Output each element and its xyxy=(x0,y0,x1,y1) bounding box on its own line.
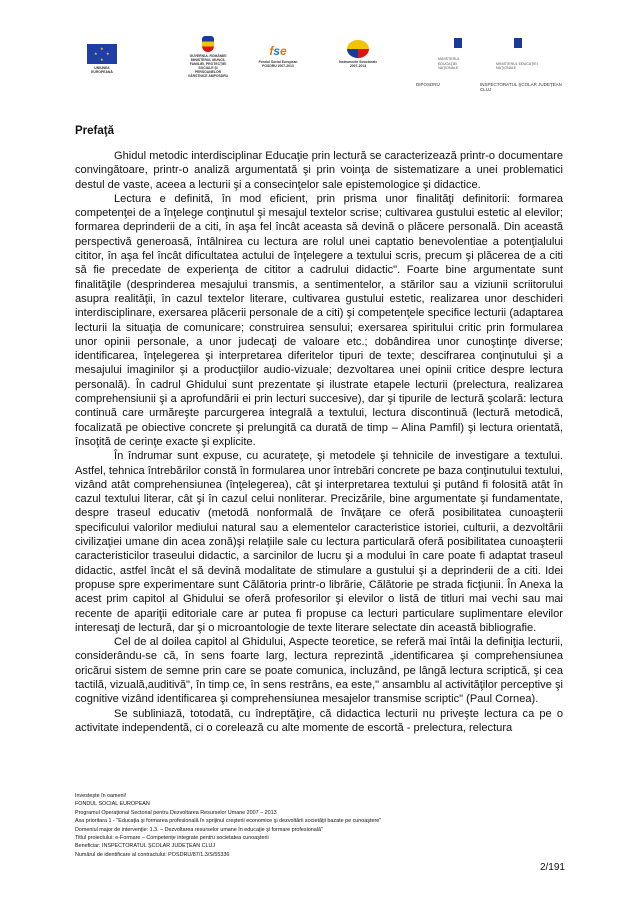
fse-logo xyxy=(254,44,302,68)
footer-line: Titlul proiectului: e-Formare – Competenţe integrate pentru societatea cunoaşterii xyxy=(75,835,269,842)
gov-caption: GUVERNUL ROMÂNIEI MINISTERUL MUNCII, FAMILIEI, PROTECŢIEI SOCIALE ŞI PERSOANELOR VÂRSTNICE AMPOSDRU xyxy=(187,54,229,78)
ministry-logo-1 xyxy=(438,38,478,74)
footer-line: Domeniul major de intervenţie: 1.3. – Dezvoltarea resurselor umane în educaţie şi formare profesională" xyxy=(75,826,323,833)
ministry-logo-2 xyxy=(496,38,540,74)
header-logos xyxy=(86,36,566,98)
footer-line: Programul Operaţional Sectorial pentru Dezvoltarea Resurselor Umane 2007 – 2013 xyxy=(75,809,277,816)
romania-crest-icon xyxy=(202,36,214,52)
fse-mark-icon: fse xyxy=(269,44,287,58)
paragraph: În îndrumar sunt expuse, cu acurateţe, şi metodele şi tehnicile de investigare a textului. Astfel, tehnica întrebărilor constă în formularea unor întrebări concrete pe baza conţinutului textului, vizând atât comprehensiunea (înţelegerea), cât şi interpretarea textului şi putând fi folosită atât în cazul textului literar, cât şi în cazul celui nonliterar. Precizările, bine argumentate şi fundamentate, despre traseul educativ (metodă nonformală de învăţare ce oferă posibilitatea cunoaşterii specificului valorilor mediului natural sau a elementelor caracteristice istoriei, culturii, a dezvoltării civilizaţiei umane din acea zonă)şi relaţiile sale cu lectura particulară oferă posibilitatea cunoaşterii caracteristicilor traseului didactic, a sarcinilor de lucru şi a modului în care poate fi adaptat traseul didactic, astfel încât el să devină modalitate de stimulare a gustului şi a deprinderii de a citi. Idei propuse spre experimentare sunt Călătoria printr-o librărie, Călătorie pe strada ficţiunii. În Anexa la acest prim capitol al Ghidului se oferă profesorilor şi elevilor o listă de titluri mai vechi sau mai recente de apariţii editoriale care ar putea fi propuse ca lecturi particulare suplimentare elevilor interesaţi de lectură, dar şi o microantologie de texte literare selectate din această bibliografie. xyxy=(75,450,563,634)
ministry-caption-1: MINISTERUL EDUCAŢIEI NAŢIONALE xyxy=(438,57,460,70)
instrumente-star-icon xyxy=(347,40,369,58)
footer-line: FONDUL SOCIAL EUROPEAN xyxy=(75,801,150,808)
eu-logo xyxy=(86,44,118,74)
footer-line: Beneficiar: INSPECTORATUL ŞCOLAR JUDEŢEAN CLUJ xyxy=(75,843,216,850)
fse-caption: Fondul Social European POSDRU 2007-2013 xyxy=(258,60,298,68)
document-body xyxy=(75,149,563,735)
ministry-emblem-icon xyxy=(514,38,522,48)
paragraph: Lectura e definită, în mod eficient, prin prisma unor finalităţi definitorii: formarea competenţei de a înţelege conţinutul şi mesajul textelor scrise; cultivarea gustului estetic al elevilor; formarea deprinderii de a citi, în aşa fel încât aceasta să devină o plăcere personală. Din această perspectivă generoasă, întâlnirea cu lectura are rolul unei captatio benevolentiae a potenţialului cititor, în aşa fel încât dificultatea actului de înţelegere a textului scris, precum şi plăcerea de a citi să fie precedate de experienţa de cititor a cadrului didactic". Foarte bine argumentate sunt finalităţile (desprinderea mesajului transmis, a sentimentelor, a stărilor sau a viziunii scriitorului asupra realităţii, în cazul textelor literare, cultivarea gustului estetic, realizarea unor deschideri interdisciplinare, exersarea plăcerii personale de a citi) şi competenţele specifice lecturii (adaptarea lecturii la situaţia de comunicare; construirea sensului; exersarea spiritului critic prin formularea unor opinii personale, a unor judecaţi de valoare etc.; dobândirea unor cunoştinţe diverse; identificarea, înţelegerea şi interpretarea diferitelor tipuri de texte; descifrarea conţinutului şi a mesajului imaginilor şi a producţiilor audio-vizuale; dezvoltarea unei opinii critice despre lectura personală). În cadrul Ghidului sunt prezentate şi ilustrate etapele lecturii (prelectura, realizarea comprehensiunii şi a aprofundării ei prin lecturi succesive), dar şi tipurile de lectură şcolară: lectura continuă care urmăreşte parcurgerea integrală a textului, lectura discontinuă (lectură metodică, focalizată pe obiective concrete şi prelungită ca durată de timp – Alina Pamfil) şi lectura orientată, însoţită de cerinţe exacte şi explicite. xyxy=(75,192,563,448)
ministry-emblem-icon xyxy=(454,38,462,48)
footer-line: Numărul de identificare al contractului: POSDRU/87/1.3/S/55336 xyxy=(75,851,230,858)
page-title: Prefaţă xyxy=(75,125,114,137)
paragraph: Ghidul metodic interdisciplinar Educaţie prin lectură se caracterizează printr-o documentare convingătoare, printr-o analiză argumentată şi prin voinţa de sistematizare a unei problematici destul de vaste, aceea a lecturii şi a consecinţelor sale epistemologice şi didactice. xyxy=(75,150,563,191)
gov-logo xyxy=(186,36,230,78)
page-number: 2/191 xyxy=(539,862,565,873)
instrumente-caption: Instrumente Structurale 2007-2013 xyxy=(338,60,378,68)
footer-line: Axa prioritara 1 - "Educaţia şi formarea profesională în sprijinul creşterii economice şi dezvoltării societăţii bazate pe cunoaştere" xyxy=(75,818,382,825)
diposdru-label: DIPOSDRU xyxy=(416,82,440,87)
eu-flag-icon: ★ ★ ★ ★ xyxy=(87,44,117,64)
eu-caption: UNIUNEA EUROPEANĂ xyxy=(91,66,113,74)
isj-cluj-label: INSPECTORATUL ŞCOLAR JUDEŢEAN CLUJ xyxy=(480,82,562,92)
ministry-caption-2: MINISTERUL EDUCAŢIEI NAŢIONALE xyxy=(496,61,538,70)
paragraph: Cel de al doilea capitol al Ghidului, Aspecte teoretice, se referă mai întâi la definiţia lecturii, considerându-se că, în sens foarte larg, lectura reprezintă „identificarea şi comprehensiunea oricărui sistem de semne prin care se poate comunica, incluzând, pe lângă lectura scriptică, şi cea tactilă, vizuală,auditivă", în timp ce, în sens restrâns, ea este," ansamblu al activităţilor perceptive şi cognitive vizând identificarea şi comprehensiunea mesajelor transmise scriptic" (Paul Cornea). xyxy=(75,636,563,706)
footer xyxy=(75,792,563,859)
instrumente-logo xyxy=(336,40,380,68)
paragraph: Se subliniază, totodată, cu îndreptăţire, că didactica lecturii nu priveşte lectura ca pe o activitate independentă, ci o corelează cu alte momente de escortă - prelectura, relectura xyxy=(75,707,563,734)
footer-line: Investeşte în oameni! xyxy=(75,793,127,799)
